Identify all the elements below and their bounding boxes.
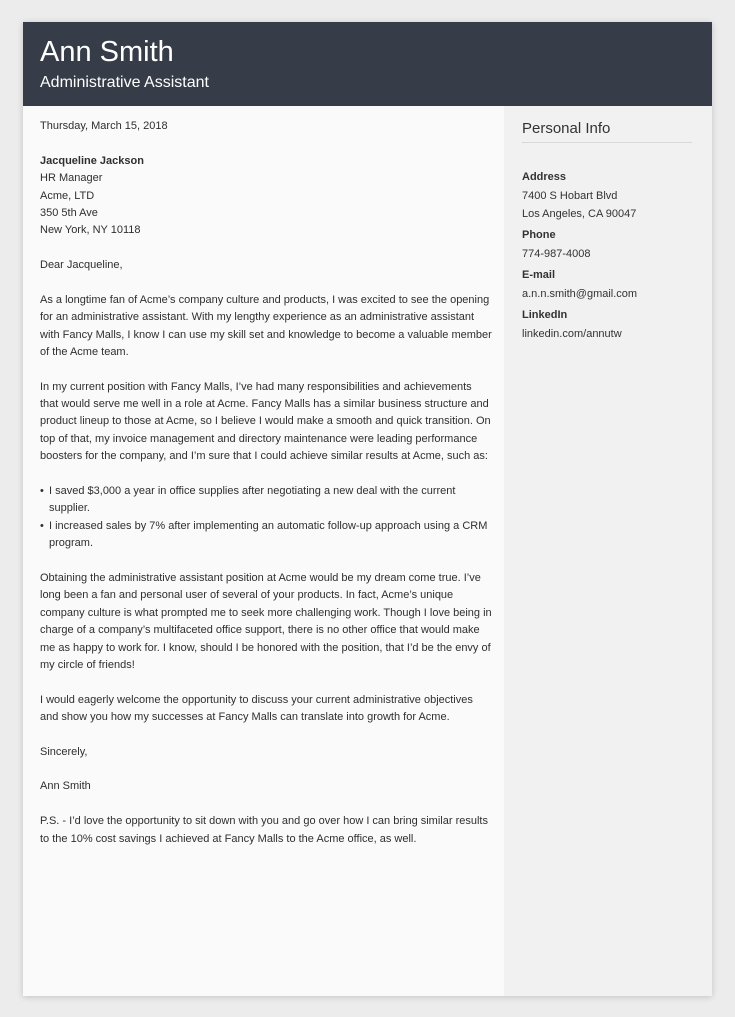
postscript: P.S. - I’d love the opportunity to sit down with you and go over how I can bring similar results to the 10% cost savings I achieved at Fancy Malls to the Acme office, as well. [40,815,488,845]
email-value: a.n.n.smith@gmail.com [522,288,638,300]
email-block [522,268,637,304]
letter-date: Thursday, March 15, 2018 [40,120,168,132]
linkedin-value: linkedin.com/annutw [522,328,622,340]
recipient-line: New York, NY 10118 [40,224,141,237]
address-block [522,170,636,223]
linkedin-block [522,308,622,344]
applicant-title: Administrative Assistant [40,74,209,91]
address-label: Address [522,171,567,183]
recipient-line: Acme, LTD [40,189,95,202]
recipient-block [40,153,492,240]
recipient-line: HR Manager [40,172,103,185]
recipient-line: 350 5th Ave [40,206,98,219]
recipient-name: Jacqueline Jackson [40,154,144,167]
achievements-list [40,483,492,553]
phone-value: 774-987-4008 [522,248,591,260]
letter-paragraph: In my current position with Fancy Malls, I’ve had many responsibilities and achievements that would serve me well in a role at Acme. Fancy Malls has a similar business structure and product lineup to those at Acme, so I believe I would make a smooth and quick transition. On top of that, my invoice management and directory maintenance were leading performance boosters for the company, and I’m sure that I could achieve similar results at Acme, such as: [40,380,491,463]
address-line: 7400 S Hobart Blvd [522,190,618,202]
cover-letter-page [23,22,712,996]
phone-block [522,228,591,264]
letter-header [23,22,712,106]
personal-info-sidebar [504,106,712,996]
achievement-item: • I saved $3,000 a year in office supplies after negotiating a new deal with the current supplier. [40,483,492,518]
salutation: Dear Jacqueline, [40,259,123,272]
email-label: E-mail [522,269,556,281]
letter-paragraph: I would eagerly welcome the opportunity to discuss your current administrative objectives and show you how my successes at Fancy Malls can translate into growth for Acme. [40,693,473,724]
applicant-name: Ann Smith [40,36,174,68]
closing: Sincerely, [40,745,88,758]
address-line: Los Angeles, CA 90047 [522,207,637,220]
letter-paragraph: As a longtime fan of Acme’s company culture and products, I was excited to see the opening for an administrative assistant. With my lengthy experience as an administrative assistant with Fancy Malls, I know I can use my skill set and knowledge to become a valuable member of the Acme team. [40,293,492,358]
linkedin-label: LinkedIn [522,309,568,321]
personal-info-heading: Personal Info [522,120,692,143]
letter-paragraph: Obtaining the administrative assistant position at Acme would be my dream come true. I’ve long been a fan and personal user of several of your products. In fact, Acme’s unique company culture is what prompted me to seek more challenging work. Though I love being in charge of a company’s multifaceted office support, there is no other office that would make me as happy to work for. I know, should I be honored with the position, that I’d be the envy of my circle of friends! [40,571,492,671]
signature: Ann Smith [40,780,91,793]
achievement-item: • I increased sales by 7% after implementing an automatic follow-up approach using a CRM program. [40,518,492,553]
phone-label: Phone [522,229,556,241]
letter-body [40,118,492,848]
